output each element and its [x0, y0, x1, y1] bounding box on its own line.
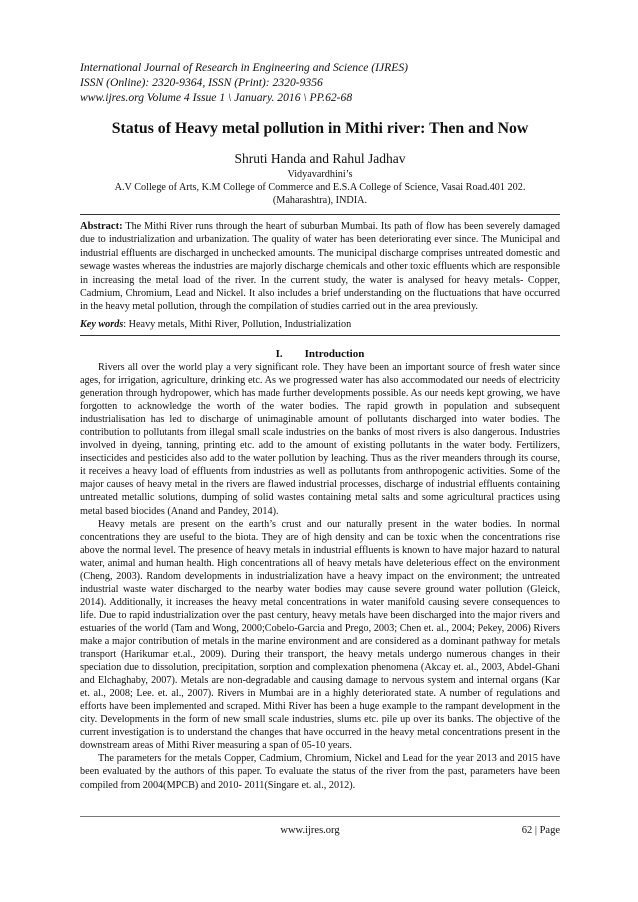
journal-header [80, 60, 580, 105]
section-title: Introduction [304, 348, 365, 360]
affiliation [70, 168, 570, 207]
paper-authors: Shruti Handa and Rahul Jadhav [234, 151, 406, 166]
footer-site: www.ijres.org [280, 825, 340, 836]
body-text [80, 361, 560, 792]
journal-name: International Journal of Research in Engineering and Science (IJRES) [80, 61, 408, 74]
keywords [80, 319, 560, 330]
paragraph: The parameters for the metals Copper, Cadmium, Chromium, Nickel and Lead for the year 2013 and 2015 have been evaluated by the authors of this paper. To evaluate the status of the river from the past, parameters have been compiled from 2004(MPCB) and 2010- 2011(Singare et. al., 2012). [80, 753, 560, 791]
footer-page-number: 62 | Page [521, 825, 560, 836]
section-number: I. [275, 348, 283, 360]
footer-rule [80, 816, 560, 817]
abstract-label: Abstract: [80, 221, 123, 232]
affiliation-line-1: Vidyavardhini’s [287, 169, 353, 180]
abstract-text: The Mithi River runs through the heart of suburban Mumbai. Its path of flow has been severely damaged due to industrialization and urbanization. The quality of water has been deteriorating ever since. The Municipal and industrial effluents are discharged in unchecked amounts. The municipal discharge comprises untreated domestic and sewage wastes whereas the industries are majorly discharge chemicals and other toxic effluents which are responsible in increasing the metal load of the river. In the current study, the water is analysed for heavy metals- Copper, Cadmium, Chromium, Lead and Nickel. It also includes a brief understanding on the fluctuations that have occurred in the heavy metal pollution, through the compilation of studies carried out in the area previously. [80, 221, 561, 313]
affiliation-line-2: A.V College of Arts, K.M College of Commerce and E.S.A College of Science, Vasai Road.401 202. [114, 182, 526, 193]
journal-issn: ISSN (Online): 2320-9364, ISSN (Print): 2320-9356 [80, 76, 323, 89]
abstract-bottom-rule [80, 335, 560, 336]
paper-title: Status of Heavy metal pollution in Mithi river: Then and Now [111, 120, 529, 137]
keywords-label: Key words [80, 319, 124, 330]
abstract [80, 220, 560, 314]
keywords-text: : Heavy metals, Mithi River, Pollution, Industrialization [123, 319, 352, 330]
journal-volume: www.ijres.org Volume 4 Issue 1 \ January. 2016 \ PP.62-68 [80, 91, 353, 104]
section-heading [80, 348, 560, 360]
paragraph: Heavy metals are present on the earth’s crust and our naturally present in the water bodies. In normal concentrations they are useful to the biota. They are of high density and can be toxic when the concentrations rise above the normal level. The presence of heavy metals in industrial effluents is known to have major hazard to natural water, animal and human health. High concentrations all of heavy metals have deleterious effect on the environment (Cheng, 2003). Random developments in industrialization have a heavy impact on the environment; the untreated industrial waste water discharged to the nearby water bodies may cause severe ground water pollution (Gleick, 2014). Additionally, it increases the heavy metal concentrations in water manifold causing severe consequences to life. Due to rapid industrialization over the past century, heavy metals have been discharged into the major rivers and estuaries of the world (Tam and Wong, 2000;Cobelo-Garcia and Prego, 2003; Chen et. al., 2004; Pekey, 2006) Rivers make a major contribution of metals in the marine environment and are considered as a dominant pathway for metals transport (Harikumar et.al., 2009). During their transport, the heavy metals undergo numerous changes in their speciation due to dissolution, precipitation, sorption and complexation phenomena (Akcay et. al., 2003, Abdel-Ghani and Elchaghaby, 2007). Metals are non-degradable and causing damage to nervous system and internal organs (Kar et. al., 2008; Lee. et. al., 2007). Rivers in Mumbai are in a highly deteriorated state. A number of regulations and efforts have been implemented and scraped. Mithi River has been a huge example to the rampant development in the city. Developments in the form of new small scale industries, slums etc. pile up over its banks. The objective of the current investigation is to understand the changes that have occurred in the heavy metal concentrations present in the downstream areas of Mithi River measuring a span of 05-10 years. [80, 518, 560, 752]
affiliation-line-3: (Maharashtra), INDIA. [272, 195, 368, 206]
paragraph: Rivers all over the world play a very significant role. They have been an important source of fresh water since ages, for irrigation, agriculture, drinking etc. As we progressed water has also accommodated our needs of electricity generation through hydropower, which has made further developments possible. As our needs kept growing, we have forgotten to acknowledge the worth of the water bodies. The rapid growth in population and subsequent industrialisation has led to discharge of unimaginable amount of pollutants discharged into water bodies. The contribution to pollutants from illegal small scale industries on the banks of most rivers is also dangerous. Industries involved in dyeing, tanning, printing etc. add to the amount of existing pollutants in the water body. Fertilizers, insecticides and pesticides also add to the water pollution by leaching. Thus as the river meanders through its course, it receives a heavy load of effluents from industries as well as pollutants from anthropogenic activities. Some of the major causes of heavy metal in the rivers are flawed industrial processes, discharge of industrial effluents containing untreated metallic solutions, dumping of solid wastes containing metal salts and some agricultural practices using metal based biocides (Anand and Pandey, 2014). [80, 362, 560, 517]
abstract-top-rule [80, 214, 560, 215]
